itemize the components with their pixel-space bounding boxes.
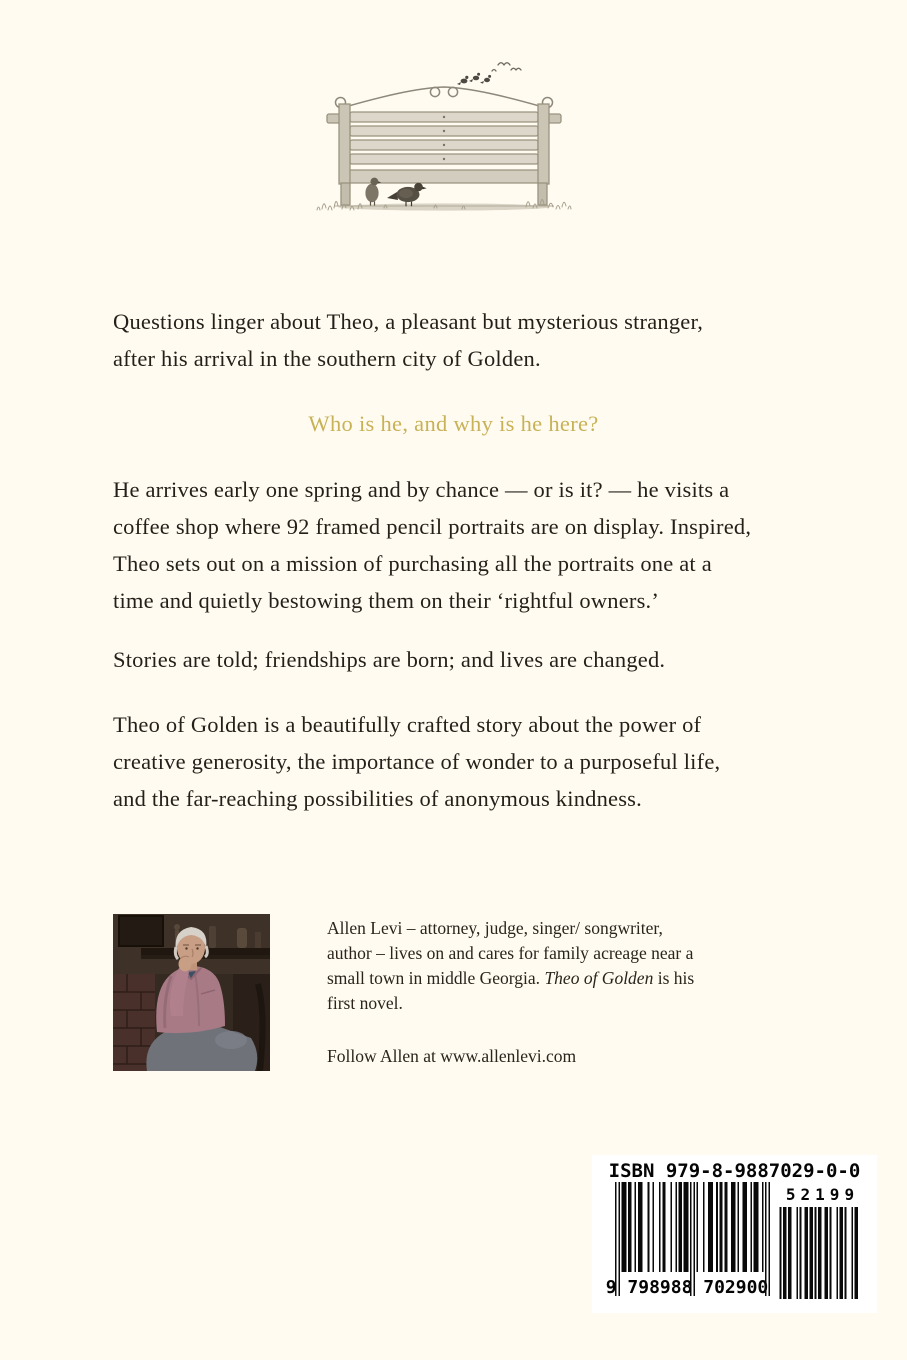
isbn-number: ISBN 979-8-9887029-0-0: [608, 1160, 861, 1182]
blurb-line: He arrives early one spring and by chance — or is it? — he visits a: [113, 477, 730, 502]
bench-illustration: [314, 56, 574, 218]
blurb-line: coffee shop where 92 framed pencil portraits are on display. Inspired,: [113, 514, 752, 539]
author-photo: [113, 914, 270, 1071]
blurb-line: creative generosity, the importance of wonder to a purposeful life,: [113, 749, 721, 774]
perched-birds: [457, 73, 491, 85]
ean5-addon-barcode: [778, 1207, 858, 1299]
bio-line: Allen Levi – attorney, judge, singer/ songwriter,: [327, 918, 663, 938]
blurb-line: and the far-reaching possibilities of anonymous kindness.: [113, 786, 642, 811]
blurb-line: Questions linger about Theo, a pleasant but mysterious stranger,: [113, 309, 704, 334]
barcode-block: [592, 1155, 877, 1313]
bio-line: small town in middle Georgia. Theo of Golden is his: [327, 968, 695, 988]
blurb-line: time and quietly bestowing them on their ‘rightful owners.’: [113, 588, 660, 613]
blurb-line: Theo of Golden is a beautifully crafted story about the power of: [113, 712, 702, 737]
flying-birds: [492, 63, 521, 71]
bench-slats: [344, 112, 544, 183]
ground-shadow: [338, 203, 550, 210]
barcode-addon-digits: 52199: [785, 1185, 860, 1204]
blurb-paragraph-3: [113, 641, 665, 678]
follow-url-text: Follow Allen at www.allenlevi.com: [327, 1046, 577, 1066]
blurb-paragraph-4: [113, 706, 720, 817]
author-bio: [327, 916, 767, 1016]
blurb-line: after his arrival in the southern city of Golden.: [113, 346, 541, 371]
tagline: Who is he, and why is he here?: [308, 411, 599, 436]
bio-line: first novel.: [327, 993, 403, 1013]
blurb-line: Stories are told; friendships are born; and lives are changed.: [113, 647, 666, 672]
blurb-line: Theo sets out on a mission of purchasing all the portraits one at a: [113, 551, 712, 576]
book-title: Theo of Golden: [544, 968, 654, 988]
blurb-paragraph-1: [113, 303, 703, 377]
bio-line: author – lives on and cares for family acreage near a: [327, 943, 694, 963]
barcode-digits: 9 798988 702900: [605, 1277, 769, 1298]
wrought-iron-rail: [336, 87, 553, 108]
blurb-paragraph-2: [113, 471, 751, 619]
